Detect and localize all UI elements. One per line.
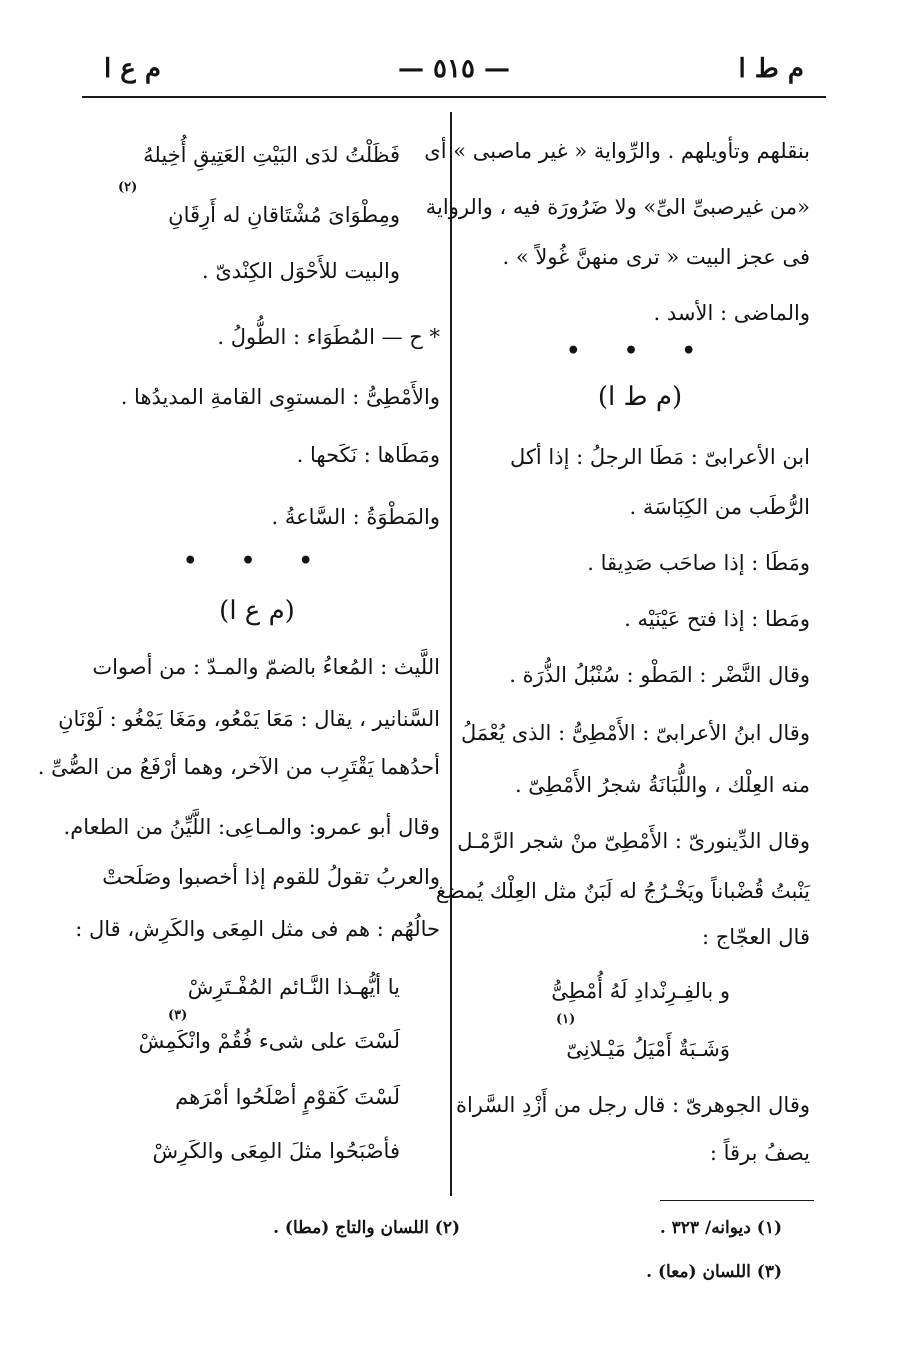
text-line: الرُّطَب من الكِبَاسَة . [629, 495, 810, 519]
text-line: وقال أبو عمرو: والمـاعِى: اللَّيِّنُ من الطعام. [63, 815, 440, 839]
text-line: والعربُ تقولُ للقوم إذا أخصبوا وصَلَحتْ [102, 865, 440, 889]
text-line: منه العِلْك ، واللُّبَانَةُ شجرُ الأَمْطِىّ . [514, 773, 810, 797]
verse-line: فأصْبَحُوا مثلَ المِعَى والكَرِشْ [152, 1139, 400, 1163]
footnote-mark: (١) [556, 1012, 576, 1027]
running-head-left: م ع ا [104, 54, 161, 84]
running-head-right: م ط ا [738, 54, 804, 84]
verse-line: فَظَلْتُ لدَى البَيْتِ العَتِيقِ أُخِيلهُ [143, 143, 400, 167]
text-line: والمَطْوَةُ : السَّاعةُ . [271, 505, 440, 529]
text-line: والماضى : الأسد . [653, 301, 810, 325]
text-line: «من غيرصبىِّ الىِّ» ولا ضَرُورَة فيه ، والرواية [425, 195, 810, 219]
text-line: وقال الجوهرىّ : قال رجل من أَزْدِ السَّراة [455, 1093, 810, 1117]
entry-heading: (م ع ا) [219, 596, 295, 626]
footnote-rule [660, 1200, 814, 1201]
text-line: بنقلهم وتأويلهم . والرِّواية « غير ماصبى » أى [424, 139, 810, 163]
text-line: والبيت للأَحْوَل الكِنْدىّ . [201, 259, 400, 283]
text-line: وقال النَّضْر : المَطْو : سُنْبُلُ الذُّرَة . [509, 663, 810, 687]
text-line: اللَّيث : المُعاءُ بالضمّ والمـدّ : من أصوات [92, 655, 440, 679]
footnote: (٣) اللسان (معا) . [646, 1262, 782, 1282]
footnote: (١) ديوانه/ ٣٢٣ . [659, 1218, 782, 1238]
text-line: يصفُ برقاً : [709, 1141, 810, 1165]
text-line: ابن الأعرابىّ : مَطَا الرجلُ : إذا أكل [510, 445, 810, 469]
footnote-mark: (٢) [118, 180, 138, 195]
text-line: ومَطا : إذا فتح عَيْنَيْه . [624, 607, 810, 631]
footnote: (٢) اللسان والتاج (مطا) . [273, 1218, 460, 1238]
text-line: ومَطَاها : نَكَحها . [296, 443, 440, 467]
entry-heading: (م ط ا) [597, 382, 683, 412]
column-divider [450, 112, 452, 1196]
text-line: ومَطَا : إذا صاحَب صَدِيقا . [587, 551, 810, 575]
text-line: يَنْبتُ قُضْباناً ويَخْـرُجُ له لَبَنٌ مثل العِلْك يُمضغ [435, 879, 810, 903]
text-line: حالُهُم : هم فى مثل المِعَى والكَرِش، قال : [75, 917, 440, 941]
verse-line: يا أيُّهـذا النَّـائم المُفْـتَرِشْ [187, 975, 400, 999]
section-separator: • • • [566, 338, 714, 364]
text-line: وقال ابنُ الأعرابىّ : الأَمْطِىُّ : الذى يُعْمَلُ [461, 721, 810, 745]
verse-line: وَشَـبَةٌ أَمْيَلُ مَيْـلانِىّ [566, 1037, 730, 1061]
section-separator: • • • [183, 548, 331, 574]
verse-line: و بالفِـرِنْدادِ لَهُ أُمْطِىُّ [551, 979, 730, 1003]
header-rule [82, 96, 826, 98]
verse-line: لَسْتَ على شىء فُقُمْ وانْكَمِشْ [138, 1029, 400, 1053]
text-line: والأَمْطِىُّ : المستوِى القامةِ المديدُها . [120, 385, 440, 409]
text-line: وقال الدِّينورىّ : الأَمْطِىّ منْ شجر الرَّمْـل [457, 829, 810, 853]
footnote-mark: (٣) [168, 1008, 188, 1023]
verse-line: لَسْتَ كَقوْمٍ أصْلَحُوا أمْرَهم [175, 1085, 400, 1109]
text-line: السَّنانير ، يقال : مَعَا يَمْعُو، ومَغَا يَمْغُو : لَوْنَانِ [58, 707, 440, 731]
page-number: — ٥١٥ — [397, 54, 510, 84]
verse-line: ومِطْوَاىَ مُشْتَاقانِ له أَرِقَانِ [168, 203, 400, 227]
text-line: * ح — المُطَوَاء : الطُّولُ . [217, 325, 440, 349]
text-line: أحدُهما يَقْتَرِب من الآخر، وهما أرْفَعُ من الصُّىِّ . [37, 755, 440, 779]
text-line: فى عجز البيت « ترى منهنَّ غُولاً » . [502, 245, 810, 269]
text-line: قال العجّاج : [702, 925, 810, 949]
